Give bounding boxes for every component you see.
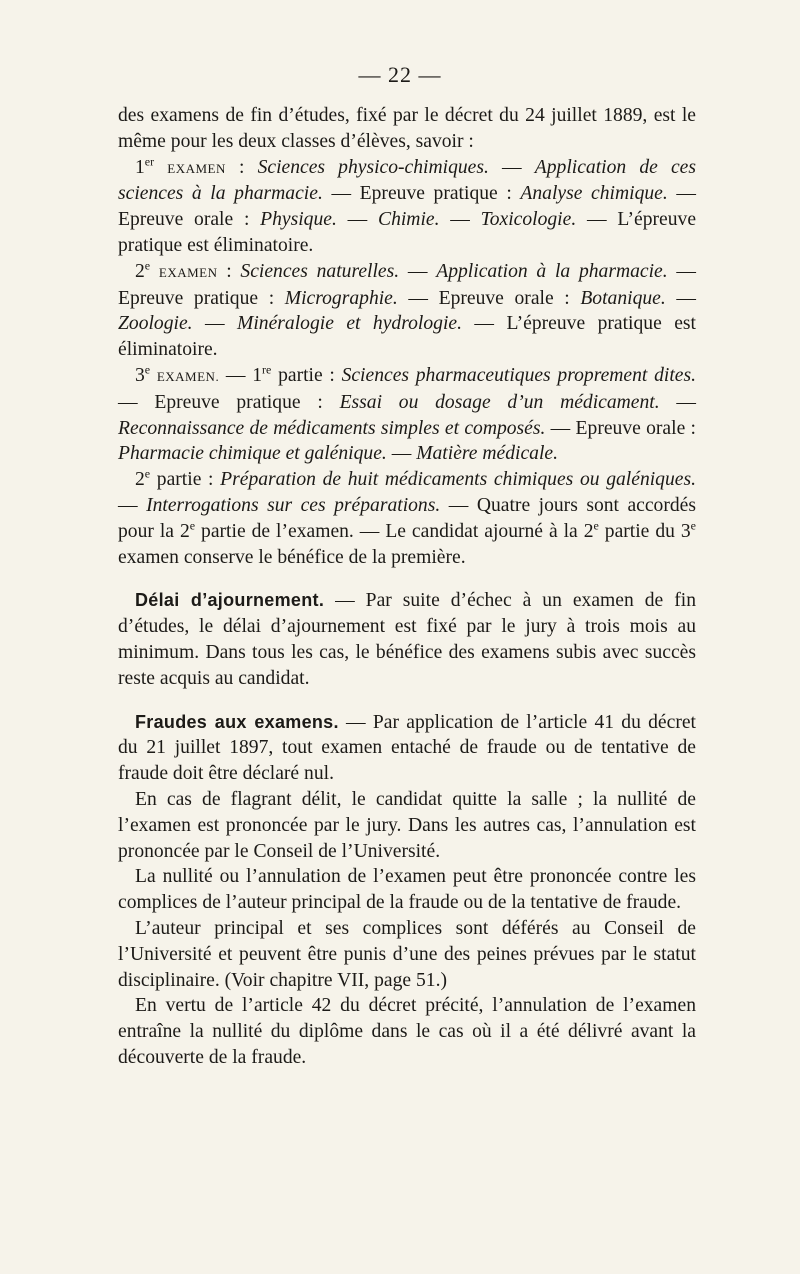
text-run: — [386,443,417,465]
text-run: — Epreuve pratique : [118,260,696,309]
paragraph-complices: La nullité ou l’annulation de l’examen peut être prononcée contre les complices de l’auteur principal de la fraude ou de la tentative de fraude. [118,866,696,914]
exam3-number: 3 [135,364,145,386]
superscript: e [593,518,599,533]
italic-run: Sciences physico-chimiques. [257,156,489,178]
superscript: e [189,518,196,533]
exam1-number-sup: er [144,154,155,169]
delai-text: — Par suite d’échec à un examen de fin d’études, le délai d’ajournement est fixé par le jury à trois mois au minimum. Dans tous les cas, le bénéfice des examens subis avec succès reste acquis au candidat. [118,590,696,689]
fraudes-text: — Par application de l’article 41 du décret du 21 juillet 1897, tout examen entaché de fraude ou de tentative de fraude doit être déclaré nul. [118,711,696,785]
text-run: partie de l’examen. — Le candidat ajourné à la 2 [195,520,594,542]
exam2-number: 2 [135,260,145,282]
exam2-number-sup: e [144,258,151,273]
exam2-label: EXAMEN [158,264,218,280]
italic-run: Zoologie. [118,313,193,335]
text-run: — Epreuve pratique : [118,391,340,413]
text-run: — [439,209,481,231]
text-run: — [659,391,697,413]
text-run: — Epreuve orale : [545,417,696,439]
exam1-label: EXAMEN [167,160,226,176]
italic-run: Matière médicale. [416,443,559,465]
body-text [118,103,696,1071]
delai-heading: Délai d’ajournement. [135,590,325,611]
exam2-paragraph [118,259,696,363]
exam3-paragraph [118,363,696,467]
text-run: — Epreuve pratique : [322,183,521,205]
paragraph-flagrant: En cas de flagrant délit, le candidat quitte la salle ; la nullité de l’examen est prononcée par le jury. Dans les autres cas, l’annulation est prononcée par le Conseil de l’Université. [118,788,696,862]
text-run: examen conserve le bénéfice de la première. [118,546,466,568]
text-run: — [336,209,378,231]
superscript: e [690,518,696,533]
italic-run: Application à la pharmacie. [436,260,668,282]
text-run: — Epreuve orale : [397,287,581,309]
italic-run: Micrographie. [284,287,398,309]
italic-run: Chimie. [378,209,440,231]
exam3-part2-paragraph [118,467,696,570]
italic-run: Minéralogie et hydrologie. [237,313,462,335]
intro-paragraph: des examens de fin d’études, fixé par le décret du 24 juillet 1889, est le même pour les deux classes d’élèves, savoir : [118,105,696,152]
exam3-part2-body [118,466,697,568]
fraudes-heading: Fraudes aux examens. [135,711,339,732]
italic-run: Botanique. [580,287,666,309]
italic-run: Sciences naturelles. [240,260,400,282]
italic-run: Physique. [260,209,337,231]
page-number: — 22 — [358,62,442,87]
text-run: — [488,156,535,178]
text-run: — Epreuve orale : [118,183,696,231]
italic-run: Sciences pharmaceutiques proprement dites. [341,364,696,386]
exam1-number: 1 [135,156,145,178]
italic-run: Essai ou dosage d’un médicament. [339,391,660,413]
italic-run: Interrogations sur ces préparations. [146,494,441,516]
text-run: — [399,260,437,282]
text-run: — [665,287,696,309]
text-run: partie : [150,469,221,491]
italic-run: Reconnaissance de médicaments simples et composés. [118,417,546,439]
text-run: — L’épreuve pratique est éliminatoire. [118,313,696,361]
text-run: — L’épreuve pratique est éliminatoire. [118,209,697,256]
exam3-number-sup: e [144,362,151,377]
exam1-paragraph [118,155,696,259]
superscript: e [144,466,151,481]
italic-run: Toxicologie. [480,209,577,231]
text-run: : [217,260,241,282]
paragraph-auteur: L’auteur principal et ses complices sont déférés au Conseil de l’Université et peuvent être punis d’une des peines prévues par le statut disciplinaire. (Voir chapitre VII, page 51.) [118,917,696,991]
text-run: — [118,494,147,516]
text-run: : [225,156,258,178]
text-run: — [192,313,238,335]
text-run: partie du 3 [598,520,691,542]
text-run: — Quatre jours sont accordés pour la 2 [118,494,697,542]
superscript: re [262,362,272,377]
text-run: partie : [271,364,342,386]
paragraph-article-42: En vertu de l’article 42 du décret précité, l’annulation de l’examen entraîne la nullité du diplôme dans le cas où il a été délivré avant la découverte de la fraude. [118,995,696,1068]
text-run: 2 [135,469,145,491]
italic-run: Analyse chimique. [520,183,668,205]
italic-run: Préparation de huit médicaments chimiques ou galéniques. [220,469,696,491]
fraudes-paragraph [118,710,696,787]
delai-paragraph [118,588,696,691]
text-run: — 1 [219,364,263,386]
italic-run: Pharmacie chimique et galénique. [118,443,387,465]
exam3-label: EXAMEN. [156,368,220,384]
italic-run: Application de ces sciences à la pharmacie. [118,156,696,205]
